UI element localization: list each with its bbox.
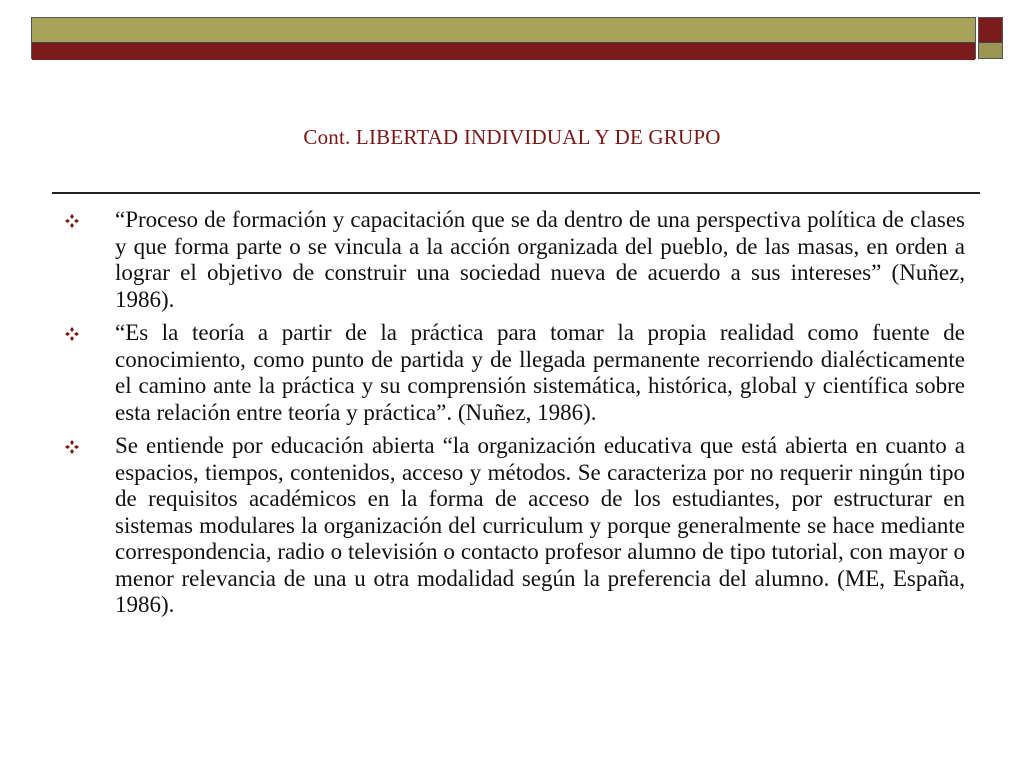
header-corner-stripe (979, 18, 1002, 43)
bullet-text: “Es la teoría a partir de la práctica para tomar la propia realidad como fuente de conocimiento, como punto de partida y de llegada permanente recorriendo dialécticamente el camino ante la práctica y su comprensión sistemática, histórica, global y científica sobre esta relación entre teoría y práctica”. (Nuñez, 1986). (115, 320, 965, 425)
diamond-cluster-icon (65, 440, 79, 454)
slide-title: Cont. LIBERTAD INDIVIDUAL Y DE GRUPO (303, 125, 721, 149)
bullet-item (60, 433, 965, 619)
diamond-cluster-icon (65, 214, 79, 228)
bullet-text: Se entiende por educación abierta “la organización educativa que está abierta en cuanto a espacios, tiempos, contenidos, acceso y métodos. Se caracteriza por no requerir ningún tipo de requisitos académicos en la forma de acceso de los estudiantes, por estructurar en sistemas modulares la organización del curriculum y porque generalmente se hace mediante correspondencia, radio o televisión o contacto profesor alumno de tipo tutorial, con mayor o menor relevancia de una u otra modalidad según la preferencia del alumno. (ME, España, 1986). (115, 433, 965, 617)
diamond-cluster-icon (65, 327, 79, 341)
bullet-item (60, 207, 965, 313)
header-corner-block (978, 17, 1003, 59)
bullet-text: “Proceso de formación y capacitación que se da dentro de una perspectiva política de clases y que forma parte o se vincula a la acción organizada del pueblo, de las masas, en orden a lograr el objetivo de construir una sociedad nueva de acuerdo a sus intereses” (Nuñez, 1986). (115, 207, 965, 312)
bullet-list (60, 207, 965, 626)
bullet-item (60, 320, 965, 426)
title-divider (52, 192, 980, 194)
header-decorative-bar (31, 17, 976, 59)
header-bar-stripe (32, 42, 975, 60)
